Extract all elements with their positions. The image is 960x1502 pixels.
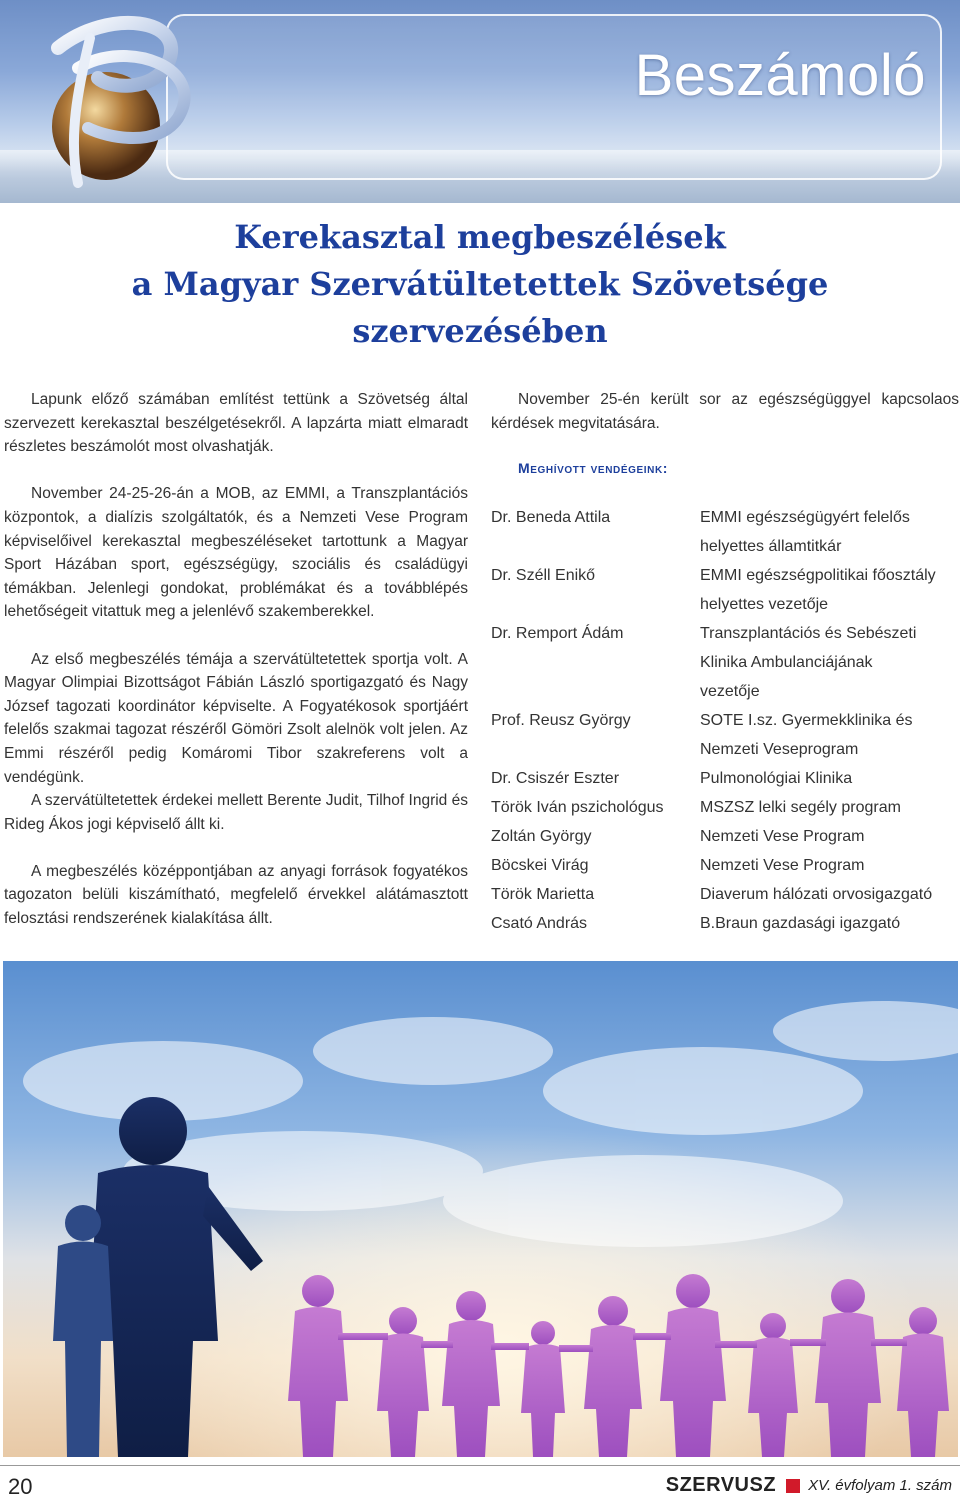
guest-role xyxy=(700,706,959,764)
magazine-logo-icon xyxy=(18,8,218,198)
headline-line-2: a Magyar Szervátültetettek Szövetsége xyxy=(131,265,829,303)
guest-role: Nemzeti Vese Program xyxy=(700,856,865,874)
paragraph-meetings: November 24-25-26-án a MOB, az EMMI, a Transzplantációs központok, a dialízis szolgáltatók, és a Nemzeti Vese Program képviselőivel kerekasztal megbeszéléseket tartottunk a Magyar Sport Házában sport, egészségügy, szociális és családügyi témákban. Jelenlegi gondokat, problémákat és a továbblépés lehetőségeit vitattuk meg a jelenlévő szakemberekkel. xyxy=(4,485,468,621)
guest-row xyxy=(491,619,959,706)
guest-role xyxy=(700,561,959,619)
guest-name: Zoltán György xyxy=(491,827,592,845)
guest-role-line: EMMI egészségügyért felelős xyxy=(700,508,910,526)
guests-heading: Meghívott vendégeink: xyxy=(518,460,669,477)
guest-role: Nemzeti Vese Program xyxy=(700,827,865,845)
guest-role-line: Nemzeti Veseprogram xyxy=(700,740,859,758)
guest-role: Pulmonológiai Klinika xyxy=(700,769,853,787)
guest-name: Dr. Remport Ádám xyxy=(491,624,624,642)
footer-divider xyxy=(0,1465,960,1466)
page-number: 20 xyxy=(8,1474,33,1499)
paragraph-representatives: A szervátültetettek érdekei mellett Berente Judit, Tilhof Ingrid és Rideg Ákos jogi képviselő állt ki. xyxy=(4,792,468,833)
guest-row xyxy=(491,851,959,880)
headline-line-3: szervezésében xyxy=(352,312,608,350)
guest-row xyxy=(491,503,959,561)
guest-name: Dr. Széll Enikő xyxy=(491,566,596,584)
article-headline xyxy=(0,214,960,355)
guest-name: Török Iván pszichológus xyxy=(491,798,664,816)
guest-role-line: EMMI egészségpolitikai főosztály xyxy=(700,566,936,584)
red-square-icon xyxy=(786,1479,800,1493)
section-title: Beszámoló xyxy=(634,43,926,108)
guest-row xyxy=(491,561,959,619)
guest-role: B.Braun gazdasági igazgató xyxy=(700,914,901,932)
guest-row xyxy=(491,764,959,793)
guest-name: Dr. Beneda Attila xyxy=(491,508,611,526)
guest-list xyxy=(491,503,959,938)
guest-row xyxy=(491,909,959,938)
guest-role-line: Transzplantációs és Sebészeti xyxy=(700,624,917,642)
guest-name: Dr. Csiszér Eszter xyxy=(491,769,620,787)
paragraph-focus: A megbeszélés középpontjában az anyagi források fogyatékos tagozaton belüli kiszámítható, megfelelő érvekkel alátámasztott felosztási rendszerének kialakítása állt. xyxy=(4,862,468,928)
paragraph-health-intro: November 25-én került sor az egészségüggyel kapcsolaos kérdések megvitatására. xyxy=(491,391,959,432)
magazine-brand: SZERVUSZ xyxy=(665,1474,777,1496)
guest-role xyxy=(700,619,959,706)
issue-label: XV. évfolyam 1. szám xyxy=(808,1477,952,1494)
headline-line-1: Kerekasztal megbeszélések xyxy=(234,218,726,256)
family-silhouettes-photo xyxy=(3,961,958,1457)
guest-role-line: helyettes vezetője xyxy=(700,595,829,613)
guest-role-line: helyettes államtitkár xyxy=(700,537,842,555)
right-column xyxy=(491,388,959,938)
footer-masthead xyxy=(666,1474,952,1497)
guest-row xyxy=(491,880,959,909)
paragraph-first-meeting: Az első megbeszélés témája a szervátültetettek sportja volt. A Magyar Olimpiai Bizottságot Fábián László sportigazgató és Nagy József tagozati koordinátor képviselte. A Fogyatékosok sportjáért felelős szakmai tagozat részéről Gömöri Zsolt alelnök volt jelen. Az Emmi részéről pedig Komáromi Tibor szakreferens volt a vendégünk. xyxy=(4,650,468,786)
guest-role-line: SOTE I.sz. Gyermekklinika és xyxy=(700,711,913,729)
guest-role: MSZSZ lelki segély program xyxy=(700,798,901,816)
guest-name: Török Marietta xyxy=(491,885,595,903)
guest-row xyxy=(491,793,959,822)
paragraph-intro: Lapunk előző számában említést tettünk a Szövetség által szervezett kerekasztal beszélgetésekről. A lapzárta miatt elmaradt részletes beszámolót most olvashatják. xyxy=(4,391,468,456)
guest-role-line: Klinika Ambulanciájának xyxy=(700,653,873,671)
guest-row xyxy=(491,822,959,851)
guest-row xyxy=(491,706,959,764)
guest-role xyxy=(700,503,959,561)
guest-role: Diaverum hálózati orvosigazgató xyxy=(700,885,933,903)
header-banner xyxy=(0,0,960,203)
guest-name: Csató András xyxy=(491,914,588,932)
guest-name: Böcskei Virág xyxy=(491,856,589,874)
guest-role-line: vezetője xyxy=(700,682,760,700)
left-column xyxy=(4,388,468,954)
guest-name: Prof. Reusz György xyxy=(491,711,631,729)
